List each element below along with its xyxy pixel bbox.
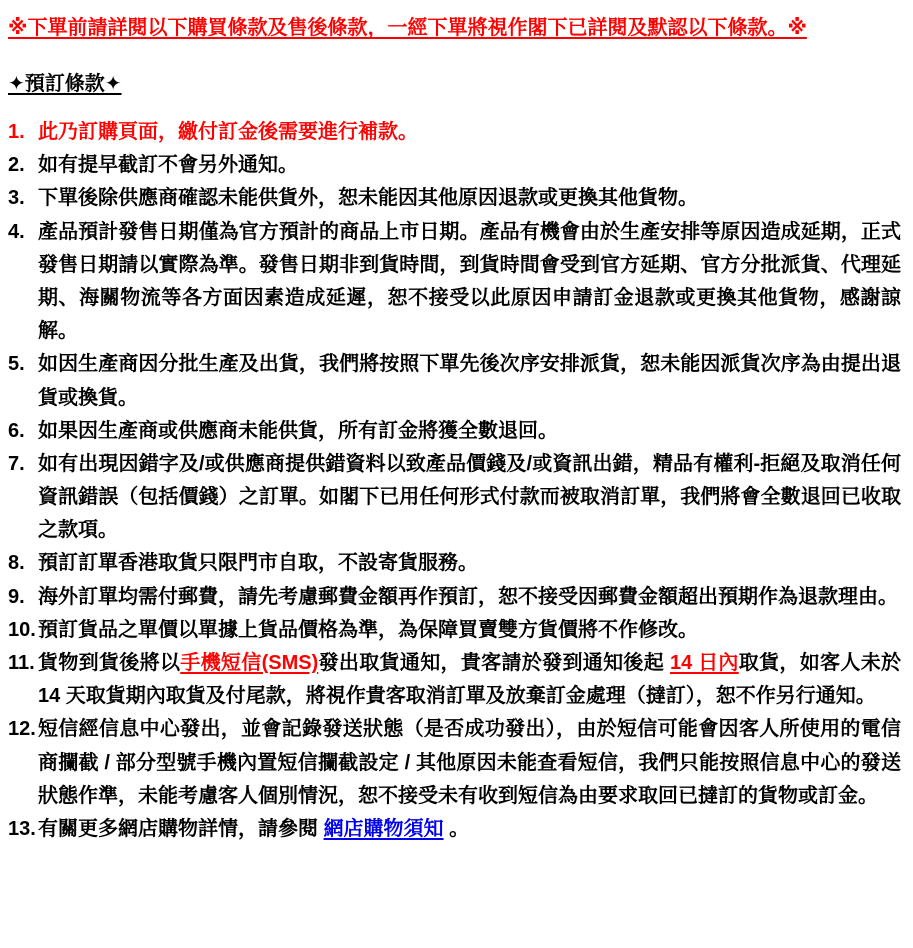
term-item-text <box>38 415 901 448</box>
term-item-text <box>38 116 901 149</box>
term-item-text <box>38 581 901 614</box>
term-item-number: 13. <box>8 817 36 840</box>
term-text-segment: 短信經信息中心發出，並會記錄發送狀態（是否成功發出），由於短信可能會因客人所使用的電信商攔截 / 部分型號手機內置短信攔截設定 / 其他原因未能查看短信，我們只能按照信息中心的發送狀態作準，未能考慮客人個別情況，恕不接受未有收到短信為由要求取回已撻訂的貨物或訂金。 <box>38 718 901 807</box>
term-text-segment: 發出取貨通知，貴客請於發到通知後起 <box>318 652 670 674</box>
term-item-number: 12. <box>8 718 36 741</box>
section-heading: ✦預訂條款✦ <box>8 73 122 95</box>
term-text-segment: 下單後除供應商確認未能供貨外，恕未能因其他原因退款或更換其他貨物。 <box>38 187 698 210</box>
term-item-text <box>38 647 901 713</box>
term-text-segment: 海外訂單均需付郵費，請先考慮郵費金額再作預訂，恕不接受因郵費金額超出預期作為退款理由。 <box>38 585 898 608</box>
term-item-5 <box>8 348 901 414</box>
term-item-8 <box>8 547 901 580</box>
term-item-text <box>38 547 901 580</box>
term-item-number: 4. <box>8 220 25 243</box>
term-item-text <box>38 182 901 215</box>
term-text-segment: 取貨，如客人未於 14 天取貨期內取貨及付尾款，將視作貴客取消訂單及放棄訂金處理（撻訂），恕不作另行通知。 <box>38 652 902 708</box>
term-item-number: 10. <box>8 618 36 641</box>
term-text-segment: 預訂訂單香港取貨只限門市自取，不設寄貨服務。 <box>38 552 478 575</box>
term-text-segment: 如因生產商因分批生產及出貨，我們將按照下單先後次序安排派貨，恕未能因派貨次序為由提出退貨或換貨。 <box>38 353 901 409</box>
terms-list <box>8 116 901 846</box>
term-item-2 <box>8 149 901 182</box>
term-text-segment: 如有提早截訂不會另外通知。 <box>38 154 298 177</box>
term-item-number: 3. <box>8 187 25 210</box>
shop-guide-link[interactable]: 網店購物須知 <box>323 817 444 840</box>
term-text-segment: 如果因生產商或供應商未能供貨，所有訂金將獲全數退回。 <box>38 419 558 442</box>
term-item-text <box>38 713 901 813</box>
term-item-text <box>38 149 901 182</box>
term-text-segment: 此乃訂購頁面，繳付訂金後需要進行補款。 <box>38 121 418 143</box>
term-item-number: 6. <box>8 419 25 442</box>
page-title: ※下單前請詳閱以下購買條款及售後條款，一經下單將視作閣下已詳閱及默認以下條款。※ <box>8 17 807 39</box>
term-item-number: 2. <box>8 154 25 177</box>
term-item-6 <box>8 415 901 448</box>
term-item-number: 8. <box>8 552 25 575</box>
term-item-number: 7. <box>8 452 25 475</box>
term-item-12 <box>8 713 901 813</box>
sms-highlight: 手機短信(SMS) <box>180 652 319 674</box>
term-item-text <box>38 813 901 846</box>
term-item-7 <box>8 448 901 548</box>
pickup-deadline-highlight: 14 日內 <box>669 652 739 674</box>
term-text-segment: 。 <box>443 817 470 840</box>
term-item-4 <box>8 216 901 349</box>
term-text-segment: 有關更多網店購物詳情，請參閱 <box>38 817 324 840</box>
term-text-segment: 產品預計發售日期僅為官方預計的商品上市日期。產品有機會由於生產安排等原因造成延期，正式發售日期請以實際為準。發售日期非到貨時間，到貨時間會受到官方延期、官方分批派貨、代理延期、海關物流等各方面因素造成延遲，恕不接受以此原因申請訂金退款或更換其他貨物，感謝諒解。 <box>38 220 901 343</box>
term-item-text <box>38 348 901 414</box>
term-text-segment: 預訂貨品之單價以單據上貨品價格為準，為保障買賣雙方貨價將不作修改。 <box>38 618 698 641</box>
term-item-text <box>38 216 901 349</box>
term-item-number: 1. <box>8 121 25 143</box>
term-item-number: 11. <box>8 652 35 674</box>
term-text-segment: 如有出現因錯字及/或供應商提供錯資料以致產品價錢及/或資訊出錯，精品有權利-拒絕及取消任何資訊錯誤（包括價錢）之訂單。如閣下已用任何形式付款而被取消訂單，我們將會全數退回已收取之款項。 <box>38 452 901 542</box>
term-item-text <box>38 614 901 647</box>
term-item-text <box>38 448 901 548</box>
term-item-9 <box>8 581 901 614</box>
term-item-10 <box>8 614 901 647</box>
term-text-segment: 貨物到貨後將以 <box>38 652 181 674</box>
term-item-1 <box>8 116 901 149</box>
term-item-3 <box>8 182 901 215</box>
term-item-number: 9. <box>8 585 25 608</box>
term-item-number: 5. <box>8 353 25 376</box>
term-item-11 <box>8 647 901 713</box>
term-item-13 <box>8 813 901 846</box>
